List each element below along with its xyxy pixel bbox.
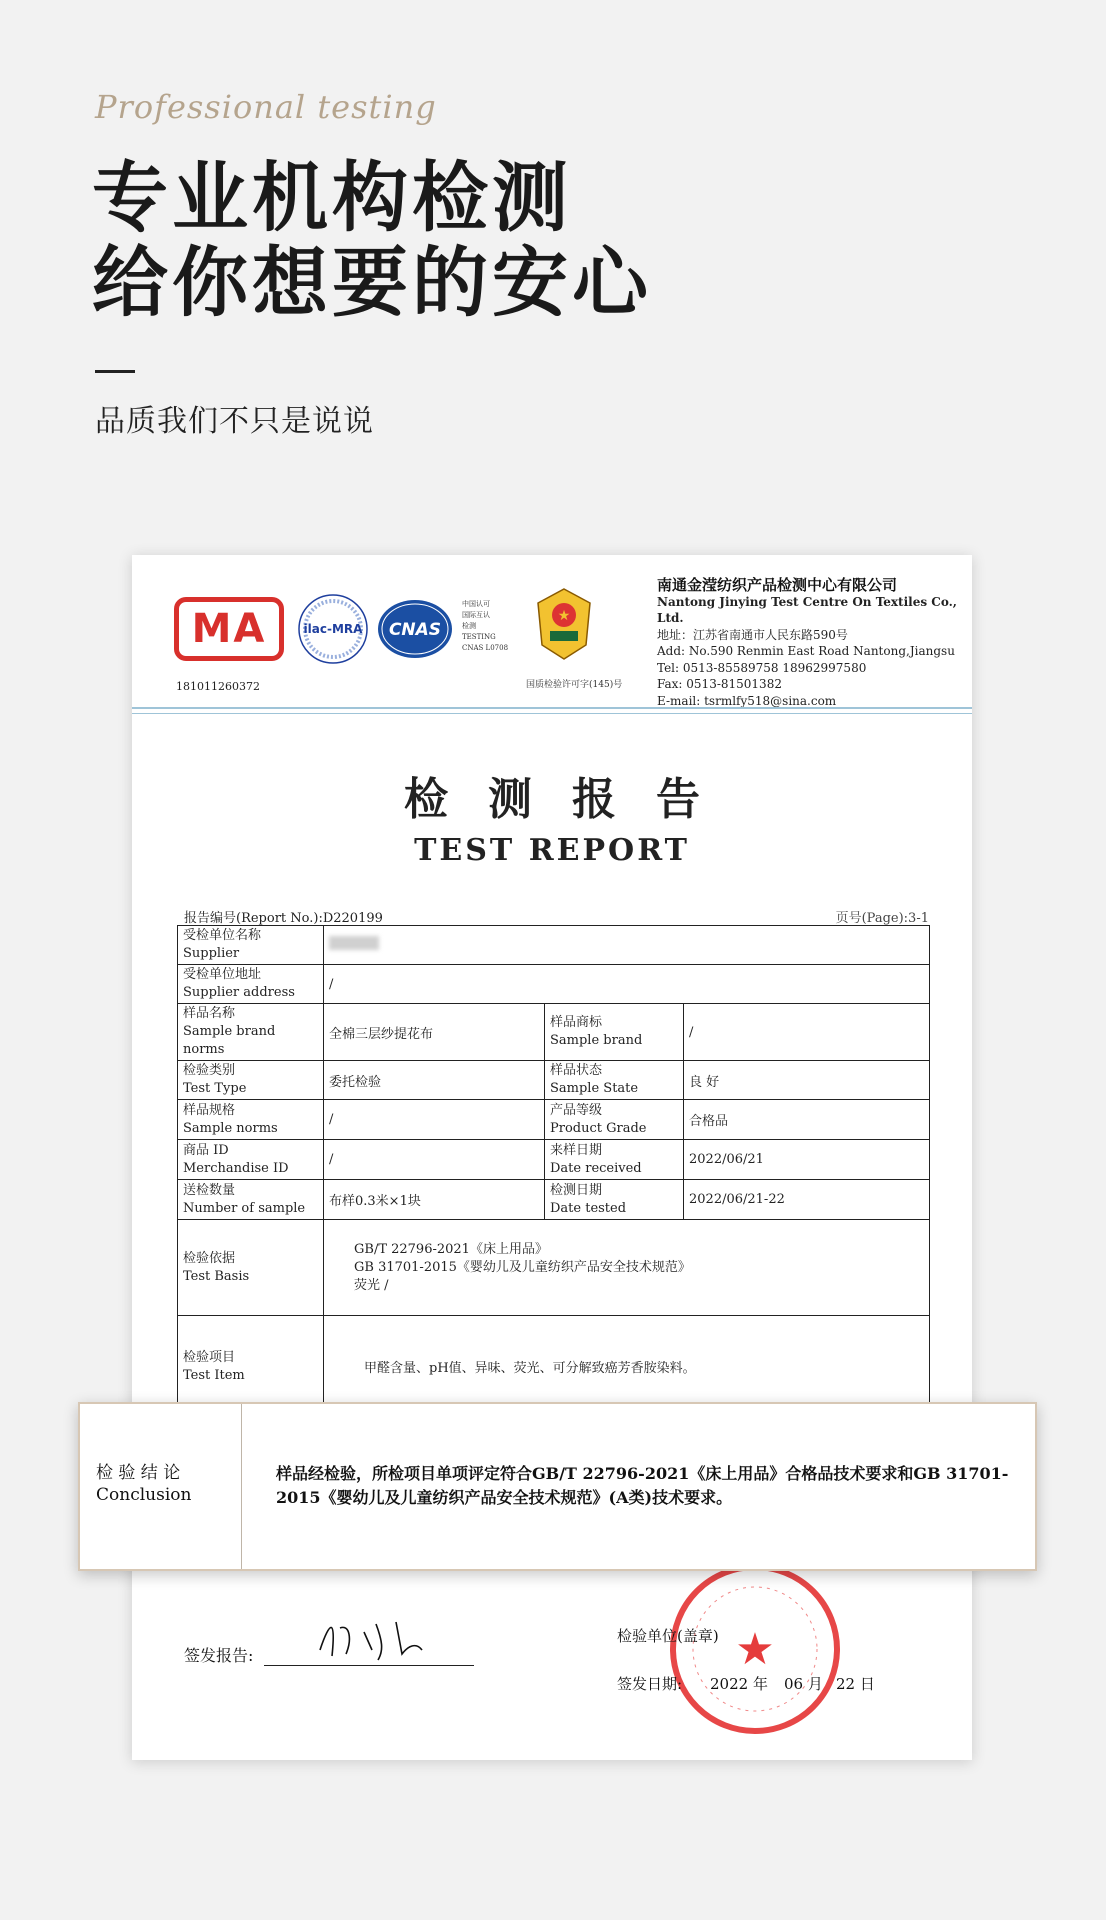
headline-line-2: 给你想要的安心 (92, 238, 652, 327)
cma-logo-text: MA (191, 606, 267, 652)
signature-line (264, 1665, 474, 1666)
svg-text:★: ★ (735, 1624, 775, 1675)
inspection-unit-label: 检验单位(盖章) (617, 1627, 719, 1645)
cnas-logo-icon (376, 597, 454, 661)
cma-logo-icon (174, 597, 284, 661)
basis-line: GB/T 22796-2021《床上用品》 (354, 1241, 548, 1257)
supplier-value-blurred (324, 926, 930, 965)
table-row (178, 1220, 930, 1316)
svg-text:★: ★ (557, 608, 571, 624)
table-label: 样品规格 Sample norms (178, 1100, 324, 1140)
centre-name-cn: 南通金滢纺织产品检测中心有限公司 (657, 576, 898, 594)
cnas-line: TESTING (462, 633, 496, 641)
header-rule-thin (132, 713, 972, 714)
issue-day: 22 日 (836, 1675, 875, 1693)
cnas-line: 检测 (462, 622, 476, 630)
basis-line: 荧光 / (354, 1277, 389, 1293)
page-number: 页号(Page):3-1 (835, 911, 929, 926)
test-centre-info (657, 577, 972, 709)
permit-number: 国质检验许可字(145)号 (526, 680, 623, 690)
table-cell: 布样0.3米×1块 (324, 1180, 545, 1220)
report-title-cn: 检测报告 (404, 774, 740, 825)
table-cell: / (324, 1100, 545, 1140)
table-row (178, 1100, 930, 1140)
official-seal-icon (666, 1560, 844, 1738)
table-cell: 合格品 (684, 1100, 930, 1140)
report-title-en: TEST REPORT (414, 833, 690, 868)
test-basis-cell (324, 1220, 930, 1316)
table-label: 来样日期 Date received (545, 1140, 684, 1180)
header-rule (132, 707, 972, 709)
table-cell: 甲醛含量、pH值、异味、荧光、可分解致癌芳香胺染料。 (324, 1316, 930, 1418)
table-row (178, 1061, 930, 1100)
table-cell: / (324, 1140, 545, 1180)
issue-month: 06 月 (784, 1675, 823, 1693)
cert-number: 181011260372 (176, 680, 260, 693)
centre-tel: Tel: 0513-85589758 18962997580 (657, 660, 867, 675)
table-label: 检验项目 Test Item (178, 1316, 324, 1418)
conclusion-divider (241, 1404, 242, 1569)
national-emblem-icon (532, 585, 596, 663)
table-row (178, 965, 930, 1004)
table-cell: 委托检验 (324, 1061, 545, 1100)
conclusion-label: 检 验 结 论 Conclusion (96, 1463, 192, 1505)
table-label: 送检数量 Number of sample (178, 1180, 324, 1220)
blurred-text (329, 936, 379, 950)
headline-line-1: 专业机构检测 (92, 153, 572, 242)
table-cell: 2022/06/21 (684, 1140, 930, 1180)
table-cell: 全棉三层纱提花布 (324, 1004, 545, 1061)
table-row (178, 1004, 930, 1061)
table-cell: 2022/06/21-22 (684, 1180, 930, 1220)
table-row (178, 1180, 930, 1220)
centre-email: E-mail: tsrmlfy518@sina.com (657, 693, 837, 708)
ilac-mra-logo-icon (297, 593, 369, 665)
subhead: 品质我们不只是说说 (95, 404, 374, 439)
cnas-line: 中国认可 (462, 600, 490, 608)
report-number: 报告编号(Report No.):D220199 (184, 911, 383, 926)
cnas-logo-text: CNAS (388, 620, 442, 640)
cnas-line: 国际互认 (462, 611, 490, 619)
sign-label: 签发报告: (184, 1646, 254, 1665)
issue-date-label: 签发日期: (617, 1675, 683, 1693)
signature-icon (312, 1610, 432, 1665)
centre-address-en: Add: No.590 Renmin East Road Nantong,Jiangsu (657, 644, 955, 658)
table-label: 受检单位地址 Supplier address (178, 965, 324, 1004)
conclusion-text: 样品经检验，所检项目单项评定符合GB/T 22796-2021《床上用品》合格品技术要求和GB 31701-2015《婴幼儿及儿童纺织产品安全技术规范》(A类)技术要求。 (276, 1464, 1009, 1507)
table-label: 样品名称 Sample brand norms (178, 1004, 324, 1061)
centre-name-en: Nantong Jinying Test Centre On Textiles Co., Ltd. (657, 594, 957, 625)
basis-line: GB 31701-2015《婴幼儿及儿童纺织产品安全技术规范》 (354, 1259, 691, 1275)
tagline: Professional testing (95, 88, 437, 126)
table-cell: / (684, 1004, 930, 1061)
table-label: 产品等级 Product Grade (545, 1100, 684, 1140)
ilac-logo-text: ilac-MRA (303, 622, 363, 636)
table-cell: / (324, 965, 930, 1004)
table-row (178, 1140, 930, 1180)
divider-dash (95, 370, 135, 373)
table-row (178, 926, 930, 965)
table-label: 商品 ID Merchandise ID (178, 1140, 324, 1180)
table-label: 样品状态 Sample State (545, 1061, 684, 1100)
cnas-caption (462, 599, 508, 654)
test-report-document (132, 555, 972, 1760)
table-label: 检测日期 Date tested (545, 1180, 684, 1220)
cnas-line: CNAS L0708 (462, 644, 509, 652)
conclusion-callout (78, 1402, 1037, 1571)
table-label: 检验类别 Test Type (178, 1061, 324, 1100)
table-label: 受检单位名称 Supplier (178, 926, 324, 965)
table-cell: 良 好 (684, 1061, 930, 1100)
table-label: 检验依据 Test Basis (178, 1220, 324, 1316)
centre-address-cn: 地址：江苏省南通市人民东路590号 (657, 627, 848, 642)
centre-fax: Fax: 0513-81501382 (657, 677, 782, 691)
report-table (177, 925, 930, 1418)
table-label: 样品商标 Sample brand (545, 1004, 684, 1061)
issue-year: 2022 年 (710, 1675, 768, 1693)
